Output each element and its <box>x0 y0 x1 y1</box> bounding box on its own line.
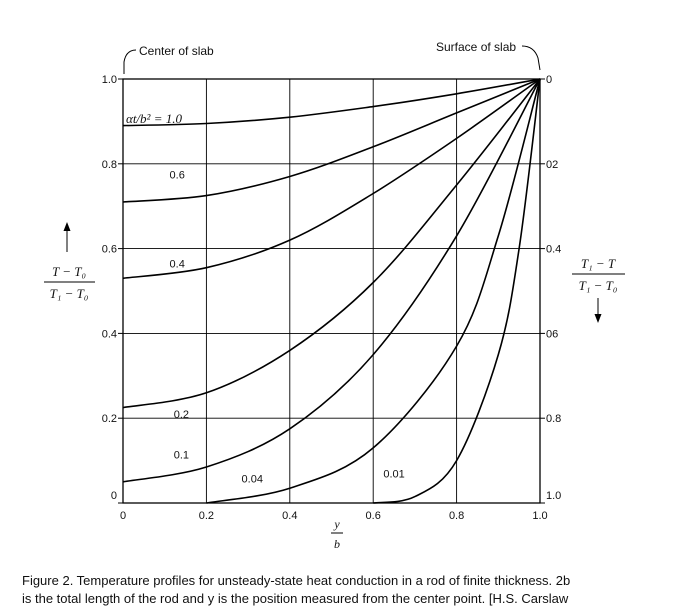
curve-label-0-6: 0.6 <box>169 169 185 182</box>
curve-label-0-04: 0.04 <box>241 473 263 486</box>
x-tick-label: 0.2 <box>198 510 215 522</box>
y-tick-label-left: 0.2 <box>101 413 117 426</box>
curve-label-0-1: 0.1 <box>173 449 190 462</box>
surface-of-slab-pointer <box>522 46 540 70</box>
curve-0-6 <box>123 79 540 202</box>
grid-lines <box>123 79 540 503</box>
svg-text:T₁ − T₀: T₁ − T₀ <box>578 278 618 293</box>
figure-caption <box>22 572 662 608</box>
svg-text:T₁ − T: T₁ − T <box>580 256 616 271</box>
curves <box>123 79 540 503</box>
y-tick-label-right: 1.0 <box>546 490 562 502</box>
plot-frame <box>123 79 540 503</box>
curve-0-2 <box>123 79 540 408</box>
center-of-slab-label: Center of slab <box>139 44 214 58</box>
curve-param-label: αt/b² = 1.0 <box>126 111 182 126</box>
curve-label-0-01: 0.01 <box>383 468 405 481</box>
curve-1-0 <box>123 79 540 126</box>
curve-label-0-2: 0.2 <box>173 409 190 422</box>
caption-line-1: Figure 2. Temperature profiles for unsteady-state heat conduction in a rod of finite thickness. 2b <box>22 573 571 588</box>
x-tick-label: 0.8 <box>448 510 465 522</box>
right-axis-label <box>572 256 625 323</box>
y-tick-label-left: 0.4 <box>101 328 117 341</box>
curve-label-0-4: 0.4 <box>169 258 185 271</box>
y-tick-label-left: 1.0 <box>101 74 117 86</box>
x-tick-label: 0.6 <box>365 510 381 522</box>
center-of-slab-pointer <box>124 50 136 74</box>
x-axis-label <box>331 517 343 551</box>
y-tick-label-left: 0 <box>110 490 117 502</box>
y-tick-label-right: 0.4 <box>546 243 562 256</box>
y-tick-label-right: 02 <box>546 158 559 171</box>
x-tick-label: 0.4 <box>282 510 298 522</box>
svg-text:y: y <box>334 517 340 531</box>
x-tick-label: 1.0 <box>532 510 548 522</box>
caption-line-2: is the total length of the rod and y is the position measured from the center point. [H.S. Carslaw <box>22 591 569 606</box>
y-tick-label-right: 0.8 <box>546 413 562 426</box>
curve-0-1 <box>123 79 540 482</box>
y-tick-label-left: 0.8 <box>101 158 117 171</box>
svg-text:T₁ − T₀: T₁ − T₀ <box>49 286 89 301</box>
y-tick-label-left: 0.6 <box>101 243 117 256</box>
surface-of-slab-label: Surface of slab <box>436 40 517 54</box>
y-tick-label-right: 0 <box>546 74 553 86</box>
svg-text:T − T₀: T − T₀ <box>51 264 87 279</box>
x-tick-label: 0 <box>119 510 127 522</box>
svg-text:b: b <box>334 537 340 551</box>
left-axis-label <box>44 222 95 301</box>
y-tick-label-right: 06 <box>546 328 559 341</box>
